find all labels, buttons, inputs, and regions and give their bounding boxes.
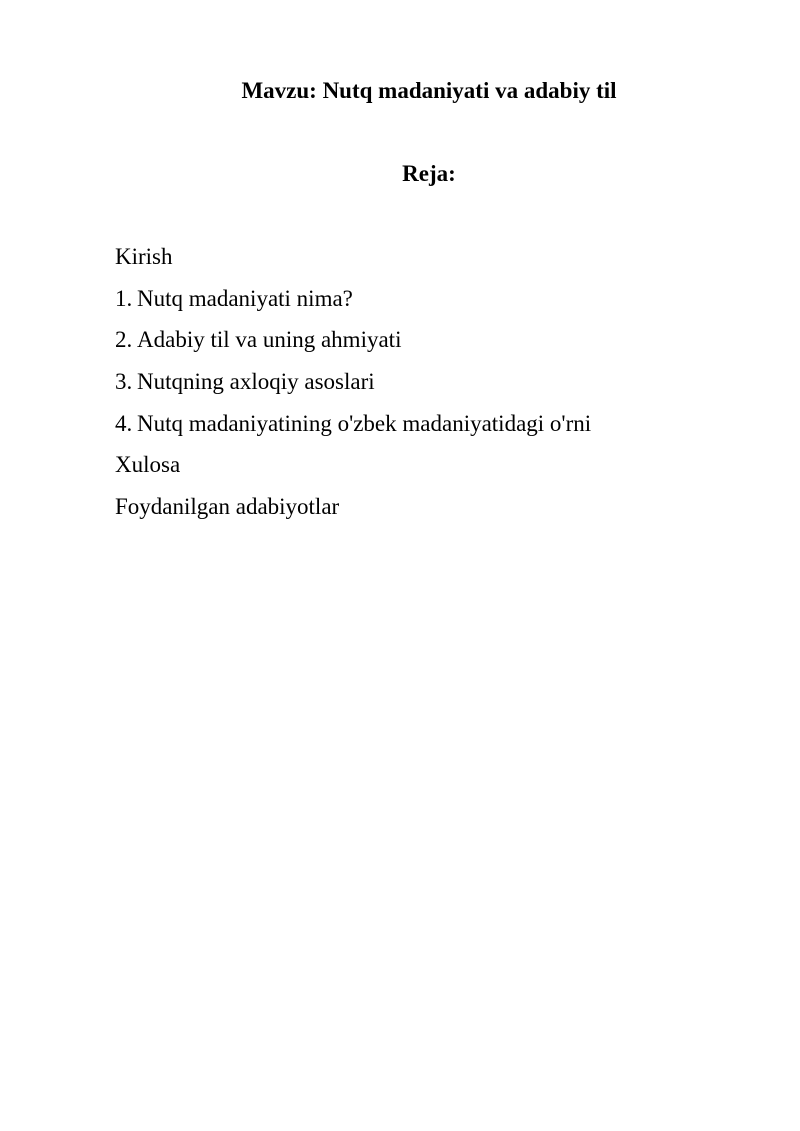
plan-item-4 (115, 409, 591, 451)
plan-item-1 (115, 284, 591, 326)
plan-item-text: Xulosa (115, 452, 181, 478)
plan-item-number: 2. (115, 327, 133, 353)
plan-list (115, 242, 591, 534)
plan-item-text: Foydanilgan adabiyotlar (115, 494, 340, 520)
plan-item-text: Kirish (115, 244, 173, 269)
plan-item-number: 4. (115, 410, 133, 436)
plan-item-references (115, 492, 591, 534)
plan-item-number: 1. (115, 285, 133, 311)
plan-item-text: Adabiy til va uning ahmiyati (137, 327, 402, 353)
plan-item-number: 3. (115, 369, 133, 395)
plan-item-2 (115, 325, 591, 367)
plan-item-text: Nutq madaniyatining o'zbek madaniyatidagi o'rni (137, 410, 592, 436)
plan-item-text: Nutq madaniyati nima? (137, 285, 353, 311)
document-title: Mavzu: Nutq madaniyati va adabiy til (241, 78, 617, 103)
plan-item-3 (115, 367, 591, 409)
plan-item-text: Nutqning axloqiy asoslari (137, 369, 375, 395)
plan-item-intro (115, 242, 591, 284)
plan-item-conclusion (115, 450, 591, 492)
plan-heading: Reja: (402, 161, 456, 186)
